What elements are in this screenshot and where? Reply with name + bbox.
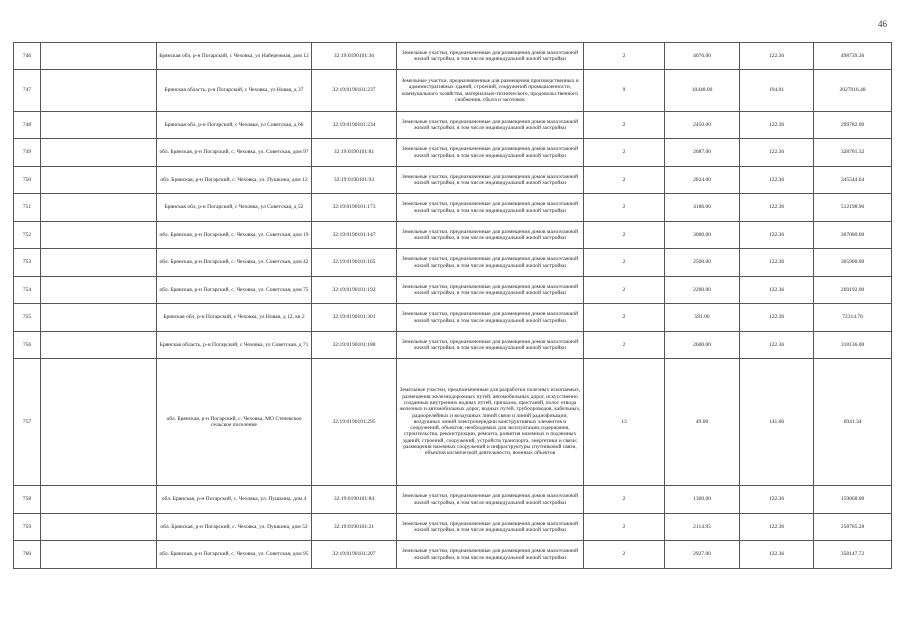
area-cell: 2824.00 [665,167,740,194]
page-number: 46 [878,19,887,29]
table-row [14,277,892,304]
column-gap [41,332,157,359]
column-gap [41,249,157,277]
column-gap [41,112,157,139]
area-cell: 2114.95 [665,514,740,541]
column-gap [41,167,157,194]
group-cell: 2 [584,112,665,139]
area-cell: 49.00 [665,359,740,486]
area-cell: 1300.00 [665,486,740,514]
cadastral-number-cell: 32:19:0190101:301 [312,304,397,332]
group-cell: 2 [584,249,665,277]
land-use-cell: Земельные участки, предназначенные для разработки полезных ископаемых, размещения железнодорожных путей, автомобильных дорог, искусственно созданных внутренних водных путей, причалов, пристаней, полос отвода железных и автомобильных дорог, водных путей, трубопроводов, кабельных, радиорелейных и воздушных линий связи и линий радиофикации, воздушных линий электропередачи конструктивных элементов и сооружений, объектов, необходимых для эксплуатации,содержания, строительства, реконструкции, ремонта, развития наземных и подземных зданий, строений, сооружений, устройств транспорта, энергетики и связи; размещения наземных сооружений и инфраструктуры спутниковой связи, объектов космической деятельности, военных объектов [397,359,584,486]
cadastral-number-cell: 32:19:0190101:84 [312,486,397,514]
row-number: 747 [14,70,41,112]
column-gap [41,277,157,304]
table-row [14,486,892,514]
area-cell: 2500.00 [665,249,740,277]
cadastral-number-cell: 32:19:0190101:21 [312,514,397,541]
table-row [14,332,892,359]
row-number: 751 [14,194,41,222]
land-use-cell: Земельные участки, предназначенные для размещения домов малоэтажной жилой застройки, в том числе индивидуальной жилой застройки [397,43,584,70]
area-cell: 591.00 [665,304,740,332]
column-gap [41,486,157,514]
row-number: 759 [14,514,41,541]
table-row [14,541,892,569]
land-use-cell: Земельные участки, предназначенные для размещения домов малоэтажной жилой застройки, в том числе индивидуальной жилой застройки [397,167,584,194]
row-number: 746 [14,43,41,70]
cadastral-value-cell: 367080.00 [814,222,892,249]
land-use-cell: Земельные участки, предназначенные для размещения производственных и административных зданий, строений, сооружений промышленности, коммунального хозяйства, материально-технического, продовольственного снабжения, сбыта и заготовок [397,70,584,112]
table-row [14,304,892,332]
group-cell: 2 [584,304,665,332]
group-cell: 2 [584,332,665,359]
address-cell: Брянская обл, р-н Погарский, с Чеховка, ул Советская, д 66 [157,112,312,139]
table-row [14,43,892,70]
row-number: 750 [14,167,41,194]
cadastral-number-cell: 32:19:0190101:192 [312,277,397,304]
cadastral-number-cell: 32:19:0190101:188 [312,332,397,359]
column-gap [41,304,157,332]
cadastral-number-cell: 32:19:0190101:173 [312,194,397,222]
column-gap [41,139,157,167]
cadastral-value-cell: 345544.64 [814,167,892,194]
table-row [14,167,892,194]
row-number: 757 [14,359,41,486]
table-row [14,222,892,249]
address-cell: Брянская обл, р-н Погарский, с Чеховка, ул Советская, д 52 [157,194,312,222]
address-cell: обл. Брянская, р-н Погарский, с. Чеховка, ул. Пушкина, дом 4 [157,486,312,514]
group-cell: 2 [584,486,665,514]
table-row [14,112,892,139]
cadastral-number-cell: 32:19:0190101:36 [312,43,397,70]
table-row [14,514,892,541]
cadastral-value-cell: 305900.00 [814,249,892,277]
group-cell: 2 [584,43,665,70]
table-row [14,359,892,486]
column-gap [41,70,157,112]
address-cell: обл. Брянская, р-н Погарский, с. Чеховка, ул. Пушкина, дом 52 [157,514,312,541]
cadastral-value-cell: 299782.00 [814,112,892,139]
address-cell: Брянская область, р-н Погарский, с Чеховка, ул Новая, д 37 [157,70,312,112]
cadastral-value-cell: 159068.00 [814,486,892,514]
cadastral-number-cell: 32:19:0190101:207 [312,541,397,569]
group-cell: 2 [584,139,665,167]
row-number: 756 [14,332,41,359]
specific-value-cell: 122.36 [740,112,814,139]
specific-value-cell: 122.36 [740,249,814,277]
group-cell: 2 [584,167,665,194]
specific-value-cell: 122.36 [740,139,814,167]
area-cell: 3000.00 [665,222,740,249]
table-row [14,70,892,112]
group-cell: 13 [584,359,665,486]
cadastral-number-cell: 32:19:0190101:234 [312,112,397,139]
cadastral-value-cell: 358147.72 [814,541,892,569]
area-cell: 4186.00 [665,194,740,222]
cadastral-value-cell: 318136.00 [814,332,892,359]
area-cell: 2450.00 [665,112,740,139]
area-cell: 10448.00 [665,70,740,112]
address-cell: Брянская область, р-н Погарский, с Чеховка, ул Советская, д 71 [157,332,312,359]
area-cell: 4076.00 [665,43,740,70]
land-use-cell: Земельные участки, предназначенные для размещения домов малоэтажной жилой застройки, в том числе индивидуальной жилой застройки [397,486,584,514]
row-number: 754 [14,277,41,304]
land-use-cell: Земельные участки, предназначенные для размещения домов малоэтажной жилой застройки, в том числе индивидуальной жилой застройки [397,332,584,359]
group-cell: 2 [584,277,665,304]
address-cell: Брянская обл, р-н Погарский, с Чеховка, ул Новая, д 12, кв 2 [157,304,312,332]
table-row [14,249,892,277]
column-gap [41,359,157,486]
cadastral-number-cell: 32:19:0190101:237 [312,70,397,112]
cadastral-number-cell: 32:19:0190101:295 [312,359,397,486]
table-row [14,194,892,222]
land-use-cell: Земельные участки, предназначенные для размещения домов малоэтажной жилой застройки, в том числе индивидуальной жилой застройки [397,194,584,222]
row-number: 749 [14,139,41,167]
land-use-cell: Земельные участки, предназначенные для размещения домов малоэтажной жилой застройки, в том числе индивидуальной жилой застройки [397,541,584,569]
address-cell: обл. Брянская, р-н Погарский, с. Чеховка, ул. Советская, дом 75 [157,277,312,304]
address-cell: обл. Брянская, р-н Погарский, с. Чеховка, МО Стечевское сельское поселение [157,359,312,486]
group-cell: 2 [584,194,665,222]
specific-value-cell: 122.36 [740,332,814,359]
specific-value-cell: 122.36 [740,541,814,569]
specific-value-cell: 122.36 [740,194,814,222]
column-gap [41,541,157,569]
group-cell: 9 [584,70,665,112]
cadastral-value-cell: 269192.00 [814,277,892,304]
specific-value-cell: 194.01 [740,70,814,112]
specific-value-cell: 122.36 [740,304,814,332]
column-gap [41,194,157,222]
area-cell: 2600.00 [665,332,740,359]
row-number: 760 [14,541,41,569]
address-cell: обл. Брянская, р-н Погарский, с. Чеховка, ул. Советская, дом 95 [157,541,312,569]
cadastral-value-table [13,42,892,569]
land-use-cell: Земельные участки, предназначенные для размещения домов малоэтажной жилой застройки, в том числе индивидуальной жилой застройки [397,222,584,249]
land-use-cell: Земельные участки, предназначенные для размещения домов малоэтажной жилой застройки, в том числе индивидуальной жилой застройки [397,112,584,139]
row-number: 753 [14,249,41,277]
land-use-cell: Земельные участки, предназначенные для размещения домов малоэтажной жилой застройки, в том числе индивидуальной жилой застройки [397,304,584,332]
row-number: 755 [14,304,41,332]
cadastral-number-cell: 32:19:0190101:165 [312,249,397,277]
land-use-cell: Земельные участки, предназначенные для размещения домов малоэтажной жилой застройки, в том числе индивидуальной жилой застройки [397,139,584,167]
cadastral-value-cell: 512198.96 [814,194,892,222]
row-number: 748 [14,112,41,139]
cadastral-value-cell: 498739.36 [814,43,892,70]
cadastral-number-cell: 32:19:0190101:147 [312,222,397,249]
address-cell: обл. Брянская, р-н Погарский, с. Чеховка, ул. Пушкина, дом 12 [157,167,312,194]
cadastral-value-cell: 2027016.48 [814,70,892,112]
table-row [14,139,892,167]
cadastral-value-cell: 328781.32 [814,139,892,167]
area-cell: 2200.00 [665,277,740,304]
land-use-cell: Земельные участки, предназначенные для размещения домов малоэтажной жилой застройки, в том числе индивидуальной жилой застройки [397,249,584,277]
row-number: 758 [14,486,41,514]
specific-value-cell: 122.36 [740,277,814,304]
cadastral-number-cell: 32:19:0190101:81 [312,139,397,167]
column-gap [41,514,157,541]
specific-value-cell: 122.36 [740,43,814,70]
address-cell: обл. Брянская, р-н Погарский, с. Чеховка, ул. Советская, дом 19 [157,222,312,249]
specific-value-cell: 122.36 [740,167,814,194]
address-cell: Брянская обл, р-н Погарский, с Чеховка, ул Набережная, дом 12 [157,43,312,70]
row-number: 752 [14,222,41,249]
specific-value-cell: 122.36 [740,222,814,249]
specific-value-cell: 122.36 [740,514,814,541]
address-cell: обл. Брянская, р-н Погарский, с. Чеховка, ул. Советская, дом 42 [157,249,312,277]
group-cell: 2 [584,514,665,541]
area-cell: 2927.00 [665,541,740,569]
specific-value-cell: 141.66 [740,359,814,486]
cadastral-value-cell: 72314.76 [814,304,892,332]
group-cell: 2 [584,222,665,249]
specific-value-cell: 122.36 [740,486,814,514]
column-gap [41,222,157,249]
land-use-cell: Земельные участки, предназначенные для размещения домов малоэтажной жилой застройки, в том числе индивидуальной жилой застройки [397,514,584,541]
area-cell: 2687.00 [665,139,740,167]
address-cell: обл. Брянская, р-н Погарский, с. Чеховка, ул. Советская, дом 97 [157,139,312,167]
land-use-cell: Земельные участки, предназначенные для размещения домов малоэтажной жилой застройки, в том числе индивидуальной жилой застройки [397,277,584,304]
cadastral-number-cell: 32:19:0190101:93 [312,167,397,194]
cadastral-value-cell: 6941.34 [814,359,892,486]
column-gap [41,43,157,70]
group-cell: 2 [584,541,665,569]
cadastral-value-cell: 258785.28 [814,514,892,541]
